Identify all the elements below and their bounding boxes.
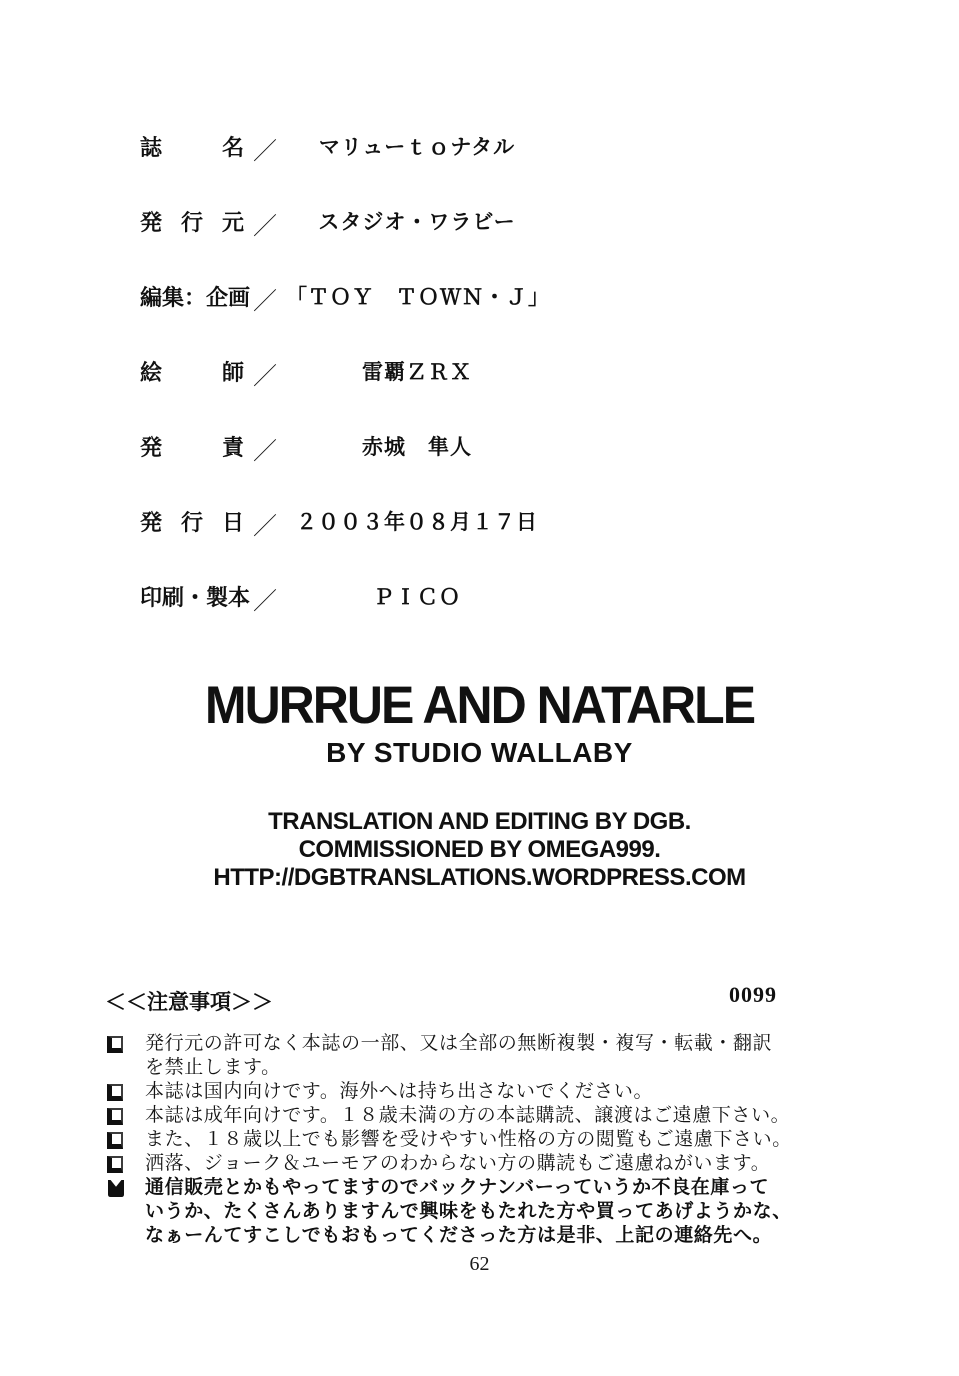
list-item [105,1176,865,1248]
translation-credits [0,808,959,892]
slash-separator: ／ [253,288,277,315]
notice-text: 本誌は成年向けです。１８歳未満の方の本誌購読、譲渡はご遠慮下さい。 [145,1105,791,1126]
notice-text: また、１８歳以上でも影響を受けやすい性格の方の閲覧もご遠慮下さい。 [145,1129,792,1150]
credit-row-publisher [140,206,548,240]
credit-value: 「ＴＯＹ ＴＯＷＮ・Ｊ」 [286,286,550,309]
open-checkbox-icon [107,1156,125,1173]
slash-separator: ／ [253,213,277,240]
credit-label: 発行元 [140,210,244,235]
slash-separator: ／ [253,138,277,165]
notices-heading: ＜＜注意事項＞＞ [105,991,273,1014]
credit-row-editing-planning [140,281,550,315]
credit-label: 誌名 [140,135,244,160]
open-checkbox-icon [107,1132,125,1149]
catalog-code: 0099 [729,982,777,1007]
credit-row-printing-binding [140,581,548,615]
list-item [105,1128,865,1152]
credit-label: 発責 [140,435,244,460]
notice-text: 通信販売とかもやってますのでバックナンバーっていうか不良在庫って いうか、たくさんありますんで興味をもたれた方や買ってあげようかな、 なぁーんてすこしでもおもってくださった方は是非、上記の連絡先へ。 [145,1177,792,1246]
english-title-block [0,674,959,892]
credit-row-publication-date [140,506,548,540]
list-item [105,1080,865,1104]
notices-list [105,1032,865,1248]
open-checkbox-icon [107,1036,125,1053]
notice-text: 発行元の許可なく本誌の一部、又は全部の無断複製・複写・転載・翻訳 を禁止します。 [145,1033,773,1078]
page-subtitle: BY STUDIO WALLABY [326,737,633,768]
open-checkbox-icon [107,1084,125,1101]
credit-row-responsible [140,431,548,465]
credit-value: マリューｔｏナタル [318,136,516,159]
slash-separator: ／ [253,363,277,390]
slash-separator: ／ [253,438,277,465]
credit-label: 編集：企画 [140,285,251,310]
colophon-credits-table [140,131,548,656]
credit-row-title [140,131,548,165]
credit-value: 赤城 隼人 [362,436,472,459]
translation-credit-line: COMMISSIONED BY OMEGA999. [298,836,661,863]
open-checkbox-icon [107,1108,125,1125]
credit-label: 発行日 [140,510,244,535]
credit-label: 絵師 [140,360,244,385]
list-item [105,1104,865,1128]
notices-section [105,982,865,1246]
credit-label: 印刷・製本 [140,585,251,610]
slash-separator: ／ [253,513,277,540]
credit-value: ＰＩＣＯ [373,586,461,609]
list-item [105,1152,865,1176]
page-number: 62 [469,1253,490,1275]
credit-value: 雷覇ＺＲＸ [362,361,472,384]
list-item [105,1032,865,1080]
translation-credit-line: TRANSLATION AND EDITING BY DGB. [268,808,691,835]
solid-cube-icon [107,1180,125,1197]
notice-text: 洒落、ジョーク＆ユーモアのわからない方の購読もご遠慮ねがいます。 [145,1153,771,1174]
page-title: MURRUE AND NATARLE [204,675,755,735]
credit-value: スタジオ・ワラビー [318,211,516,234]
translation-url: HTTP://DGBTRANSLATIONS.WORDPRESS.COM [213,864,746,891]
notice-text: 本誌は国内向けです。海外へは持ち出さないでください。 [145,1081,654,1102]
credit-row-artist [140,356,548,390]
credit-value: ２００３年０８月１７日 [296,511,538,534]
slash-separator: ／ [253,588,277,615]
